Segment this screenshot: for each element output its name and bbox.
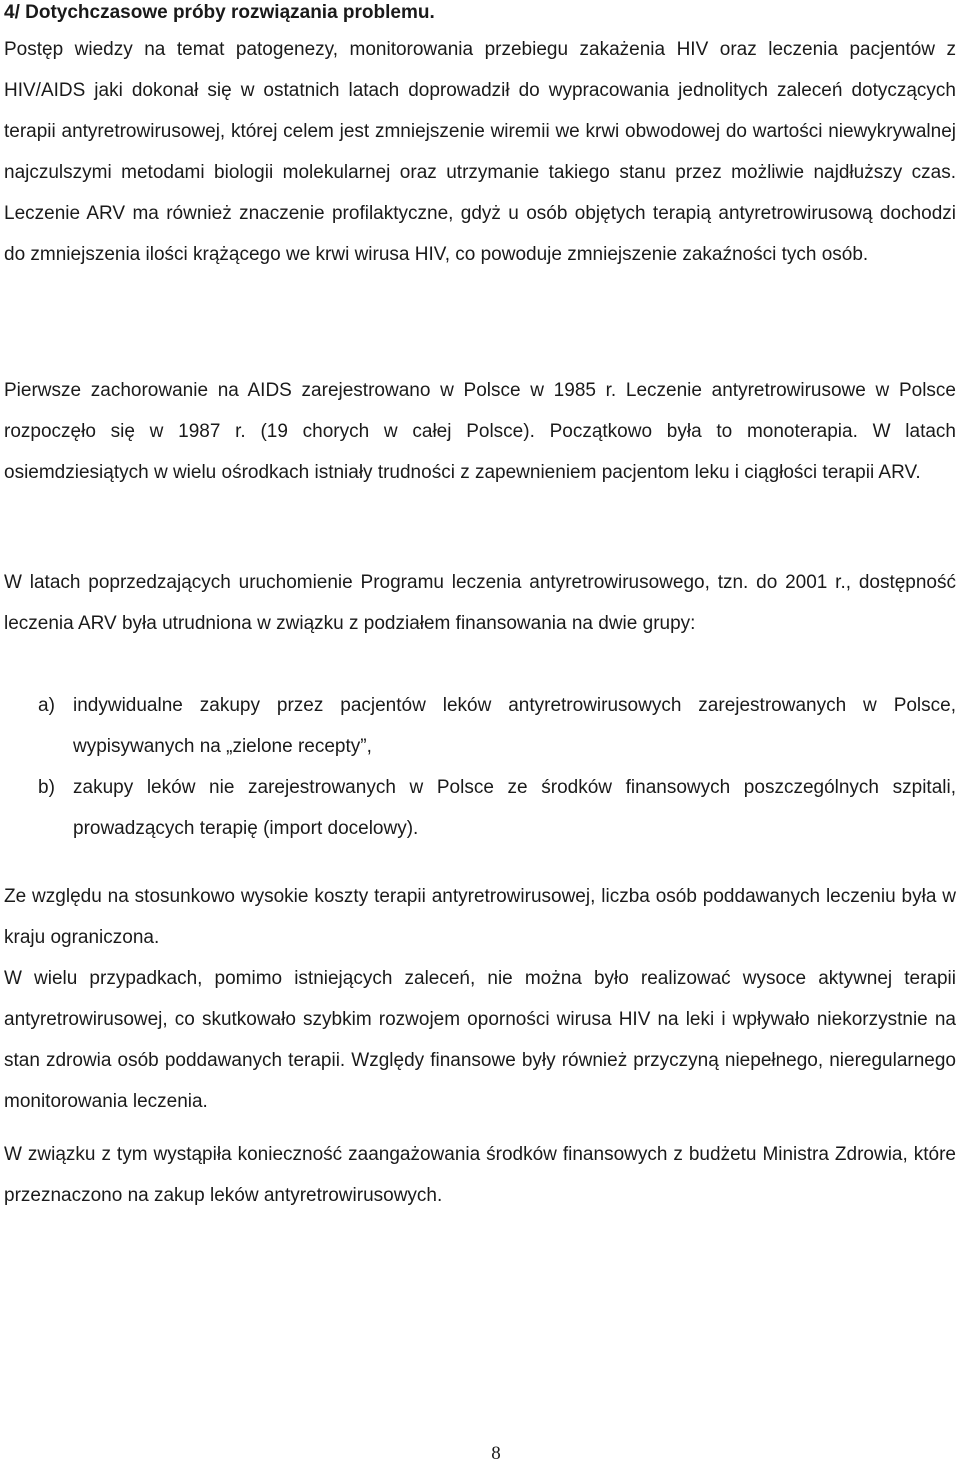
paragraph-history-poland: Pierwsze zachorowanie na AIDS zarejestrowano w Polsce w 1985 r. Leczenie antyretrowirusowe w Polsce rozpoczęło się w 1987 r. (19 chorych w całej Polsce). Początkowo była to monoterapia. W latach osiemdziesiątych w wielu ośrodkach istniały trudności z zapewnieniem pacjentom leku i ciągłości terapii ARV.: [4, 380, 956, 483]
list-marker: a): [38, 695, 55, 716]
page-number: 8: [491, 1443, 501, 1464]
paragraph-resistance: W wielu przypadkach, pomimo istniejących zaleceń, nie można było realizować wysoce aktywnej terapii antyretrowirusowej, co skutkowało szybkim rozwojem oporności wirusa HIV na leki i wpływało niekorzystnie na stan zdrowia osób poddawanych terapii. Względy finansowe były również przyczyną niepełnego, nieregularnego monitorowania leczenia.: [4, 968, 956, 1112]
section-heading: 4/ Dotychczasowe próby rozwiązania problemu.: [4, 2, 435, 23]
paragraph-ministry-funding: W związku z tym wystąpiła konieczność zaangażowania środków finansowych z budżetu Ministra Zdrowia, które przeznaczono na zakup leków antyretrowirusowych.: [4, 1144, 956, 1206]
paragraph-treatment-progress: Postęp wiedzy na temat patogenezy, monitorowania przebiegu zakażenia HIV oraz leczenia pacjentów z HIV/AIDS jaki dokonał się w ostatnich latach doprowadził do wypracowania jednolitych zaleceń dotyczących terapii antyretrowirusowej, której celem jest zmniejszenie wiremii we krwi obwodowej do wartości niewykrywalnej najczulszymi metodami biologii molekularnej oraz utrzymanie takiego stanu przez możliwie najdłuższy czas. Leczenie ARV ma również znaczenie profilaktyczne, gdyż u osób objętych terapią antyretrowirusową dochodzi do zmniejszenia ilości krążącego we krwi wirusa HIV, co powoduje zmniejszenie zakaźności tych osób.: [4, 39, 956, 265]
list-item-text: zakupy leków nie zarejestrowanych w Polsce ze środków finansowych poszczególnych szpitali, prowadzących terapię (import docelowy).: [73, 777, 956, 839]
paragraph-funding-groups: W latach poprzedzających uruchomienie Programu leczenia antyretrowirusowego, tzn. do 2001 r., dostępność leczenia ARV była utrudniona w związku z podziałem finansowania na dwie grupy:: [4, 572, 956, 634]
list-marker: b): [38, 777, 55, 798]
paragraph-costs: Ze względu na stosunkowo wysokie koszty terapii antyretrowirusowej, liczba osób poddawanych leczeniu była w kraju ograniczona.: [4, 886, 956, 948]
document-page: [4, 0, 956, 1470]
list-item-text: indywidualne zakupy przez pacjentów leków antyretrowirusowych zarejestrowanych w Polsce, wypisywanych na „zielone recepty”,: [73, 695, 956, 757]
